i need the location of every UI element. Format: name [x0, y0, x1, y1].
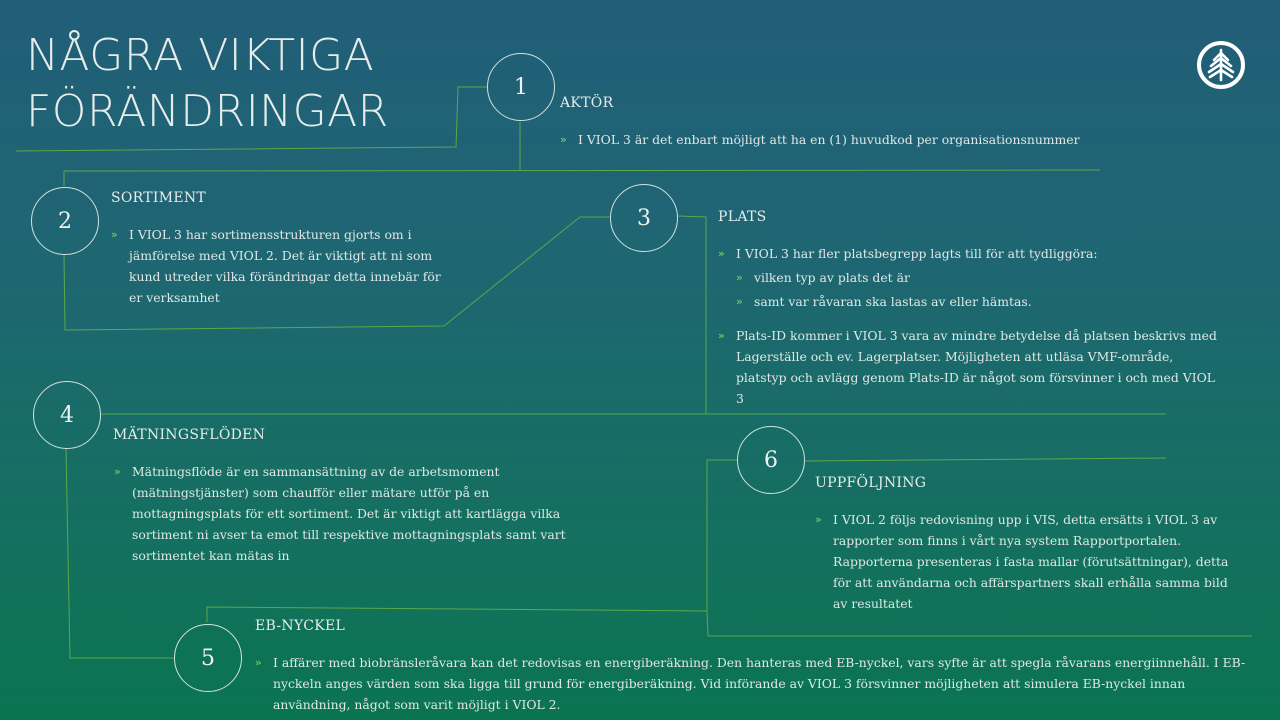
bullet-arrow-icon: » [815, 513, 822, 526]
heading-aktor: AKTÖR [560, 95, 614, 111]
bullet-text: vilken typ av plats det är [754, 270, 910, 285]
heading-uppfoljning: UPPFÖLJNING [815, 475, 927, 491]
title-line-2: FÖRÄNDRINGAR [26, 86, 389, 137]
heading-matningsfloden: MÄTNINGSFLÖDEN [113, 427, 266, 443]
bullet-arrow-icon: » [255, 656, 262, 669]
step-circle-5 [174, 624, 242, 692]
bullet-arrow-icon: » [718, 329, 725, 342]
bullet-text: I VIOL 2 följs redovisning upp i VIS, detta ersätts i VIOL 3 av rapporter som finns i vårt nya system Rapportportalen. Rapporterna presenteras i fasta mallar (förutsättningar), detta för att användarna och affärspartners skall erhålla samma bild av resultatet [833, 512, 1229, 611]
heading-eb-nyckel: EB-NYCKEL [255, 618, 346, 634]
step-circle-2 [31, 187, 99, 255]
step-number-5: 5 [201, 645, 215, 671]
step-circle-6 [737, 426, 805, 494]
bullet-arrow-icon: » [111, 228, 118, 241]
bullet-text: I VIOL 3 har fler platsbegrepp lagts till för att tydliggöra: [736, 246, 1098, 261]
step-number-1: 1 [514, 74, 528, 100]
step-circle-1 [487, 53, 555, 121]
step-circle-4 [33, 381, 101, 449]
connector-6-right [805, 458, 1166, 461]
list-item [815, 509, 1245, 614]
heading-sortiment: SORTIMENT [111, 190, 207, 206]
bullet-text: I VIOL 3 har sortimensstrukturen gjorts om i jämförelse med VIOL 2. Det är viktigt att ni som kund utreder vilka förändringar detta innebär för er verksamhet [129, 227, 441, 305]
bullet-arrow-icon: » [114, 465, 121, 478]
bullet-text: samt var råvaran ska lastas av eller hämtas. [754, 294, 1032, 309]
step-number-4: 4 [60, 402, 74, 428]
list-item [114, 461, 584, 566]
list-item [718, 325, 1218, 409]
step-number-2: 2 [58, 208, 72, 234]
bullet-arrow-icon: » [718, 247, 725, 260]
bullets-plats [718, 243, 1218, 409]
list-item [718, 243, 1218, 264]
bullet-text: Plats-ID kommer i VIOL 3 vara av mindre betydelse då platsen beskrivs med Lagerställe och ev. Lagerplatser. Möjligheten att utläsa VMF-område, platstyp och avlägg genom Plats-ID är något som försvinner i och med VIOL 3 [736, 328, 1217, 406]
connector-6-bottom [707, 611, 1252, 636]
divider-aktor [64, 170, 1100, 171]
list-item [736, 267, 1218, 288]
bullet-text: I VIOL 3 är det enbart möjligt att ha en (1) huvudkod per organisationsnummer [578, 132, 1080, 147]
bullets-matningsfloden [114, 461, 584, 566]
list-item [560, 129, 1120, 150]
bullet-text: Mätningsflöde är en sammansättning av de arbetsmoment (mätningstjänster) som chaufför eller mätare utför på en mottagningsplats för ett sortiment. Det är viktigt att kartlägga vilka sortiment ni avser ta emot till respektive mottagningsplats samt vart sortimentet kan mätas in [132, 464, 566, 563]
step-circle-3 [610, 184, 678, 252]
bullet-arrow-icon: » [736, 295, 743, 308]
bullets-uppfoljning [815, 509, 1245, 614]
title-line-1: NÅGRA VIKTIGA [26, 30, 375, 81]
step-number-6: 6 [764, 447, 778, 473]
bullet-arrow-icon: » [560, 133, 567, 146]
list-item [111, 224, 441, 308]
bullets-sortiment [111, 224, 441, 308]
page-title [26, 28, 389, 140]
heading-plats: PLATS [718, 209, 767, 225]
tree-logo-icon [1196, 40, 1246, 90]
bullet-arrow-icon: » [736, 271, 743, 284]
connector-3-to-plats [678, 216, 706, 414]
step-number-3: 3 [637, 205, 651, 231]
list-item [736, 291, 1218, 312]
bullet-text: I affärer med biobränsleråvara kan det redovisas en energiberäkning. Den hanteras med EB-nyckel, vars syfte är att spegla råvarans energiinnehåll. I EB-nyckeln anges värden som ska ligga till grund för energiberäkning. Vid införande av VIOL 3 försvinner möjligheten att simulera EB-nyckel innan användning, något som varit möjligt i VIOL 2. [273, 655, 1246, 712]
list-item [255, 652, 1255, 715]
bullets-aktor [560, 129, 1120, 150]
bullets-eb-nyckel [255, 652, 1255, 715]
